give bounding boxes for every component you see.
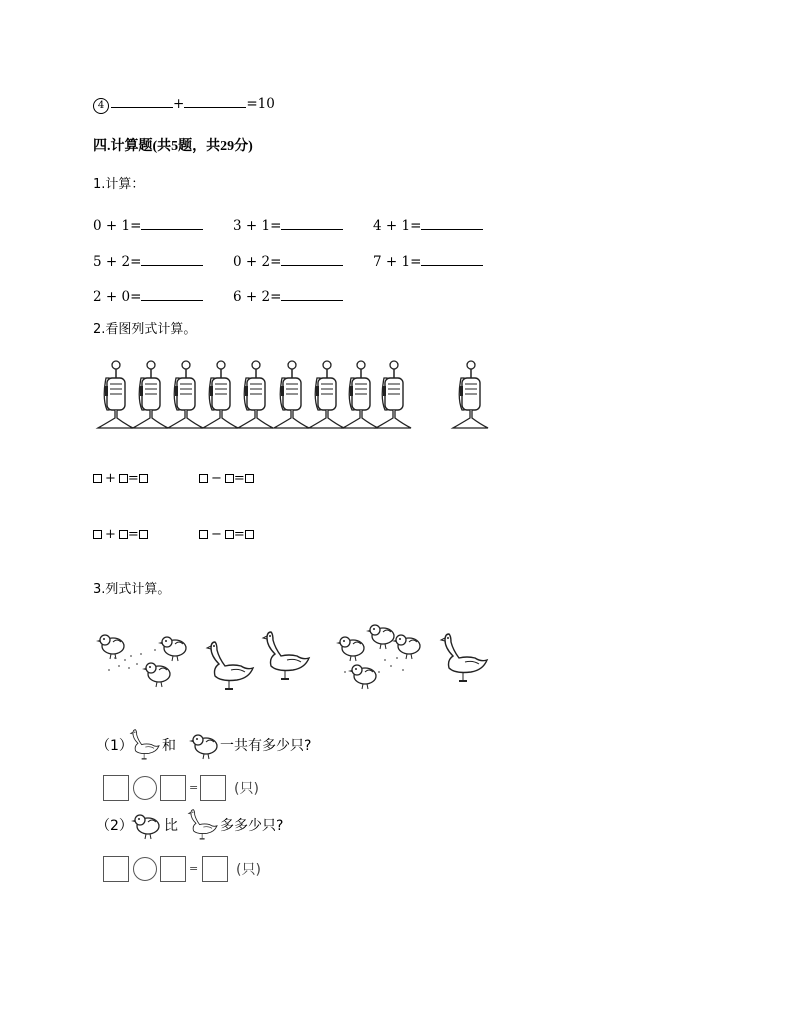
answer-box[interactable] bbox=[245, 474, 254, 483]
addition-equation: + = bbox=[93, 471, 148, 486]
goose-icon bbox=[128, 726, 162, 760]
equals-sign: = bbox=[189, 862, 199, 875]
answer-box[interactable] bbox=[119, 530, 128, 539]
equation-result: =10 bbox=[246, 96, 275, 112]
q4-equation-line bbox=[93, 95, 275, 114]
calc-item: 6 + 2= bbox=[233, 288, 343, 305]
answer-box[interactable] bbox=[103, 856, 129, 882]
subtraction-equation: − = bbox=[199, 527, 254, 542]
answer-box[interactable] bbox=[93, 530, 102, 539]
answer-box[interactable] bbox=[225, 530, 234, 539]
answer-box[interactable] bbox=[245, 530, 254, 539]
answer-blank[interactable] bbox=[281, 253, 343, 266]
answer-blank[interactable] bbox=[141, 217, 203, 230]
plus-sign: + bbox=[173, 96, 185, 112]
subtraction-equation: − = bbox=[199, 471, 254, 486]
answer-box[interactable] bbox=[225, 474, 234, 483]
calc-item: 2 + 0= bbox=[93, 288, 203, 305]
unit-label: (只) bbox=[236, 862, 261, 878]
chick-icon bbox=[128, 810, 162, 840]
answer-blank[interactable] bbox=[141, 253, 203, 266]
operator-circle[interactable] bbox=[133, 857, 157, 881]
sub-question-1-label: （1） bbox=[96, 738, 133, 754]
birds-illustration bbox=[95, 620, 495, 692]
problem-1-title: 1.计算： bbox=[93, 177, 145, 192]
answer-box[interactable] bbox=[93, 474, 102, 483]
sub-question-1-conjunction: 和 bbox=[162, 738, 176, 754]
answer-blank[interactable] bbox=[421, 217, 483, 230]
problem-3-title: 3.列式计算。 bbox=[93, 582, 171, 597]
problem-2-title: 2.看图列式计算。 bbox=[93, 322, 197, 337]
answer-box[interactable] bbox=[160, 856, 186, 882]
trumpets-illustration bbox=[95, 360, 495, 432]
answer-box[interactable] bbox=[103, 775, 129, 801]
answer-blank[interactable] bbox=[281, 288, 343, 301]
sub-question-2-text: 多多少只? bbox=[220, 818, 284, 834]
answer-box[interactable] bbox=[160, 775, 186, 801]
calc-item: 5 + 2= bbox=[93, 253, 203, 270]
equals-sign: = bbox=[189, 781, 199, 794]
operator-circle[interactable] bbox=[133, 776, 157, 800]
calc-item: 3 + 1= bbox=[233, 217, 343, 234]
answer-box[interactable] bbox=[200, 775, 226, 801]
answer-box[interactable] bbox=[199, 530, 208, 539]
sub-question-2-conjunction: 比 bbox=[164, 818, 178, 834]
calc-item: 0 + 2= bbox=[233, 253, 343, 270]
calc-item: 4 + 1= bbox=[373, 217, 483, 234]
answer-blank[interactable] bbox=[281, 217, 343, 230]
answer-blank[interactable] bbox=[111, 95, 173, 108]
unit-label: (只) bbox=[234, 781, 259, 797]
section-title: 四.计算题(共5题，共29分) bbox=[93, 139, 253, 154]
answer-blank[interactable] bbox=[184, 95, 246, 108]
answer-box[interactable] bbox=[139, 474, 148, 483]
goose-icon bbox=[186, 806, 220, 840]
calc-item: 7 + 1= bbox=[373, 253, 483, 270]
answer-box[interactable] bbox=[199, 474, 208, 483]
chick-icon bbox=[186, 730, 220, 760]
answer-box[interactable] bbox=[119, 474, 128, 483]
circled-number: 4 bbox=[93, 98, 109, 114]
calc-item: 0 + 1= bbox=[93, 217, 203, 234]
addition-equation: + = bbox=[93, 527, 148, 542]
answer-blank[interactable] bbox=[421, 253, 483, 266]
answer-box[interactable] bbox=[139, 530, 148, 539]
answer-blank[interactable] bbox=[141, 288, 203, 301]
sub-question-2-label: （2） bbox=[96, 818, 133, 834]
sub-question-1-text: 一共有多少只? bbox=[220, 738, 312, 754]
answer-box[interactable] bbox=[202, 856, 228, 882]
